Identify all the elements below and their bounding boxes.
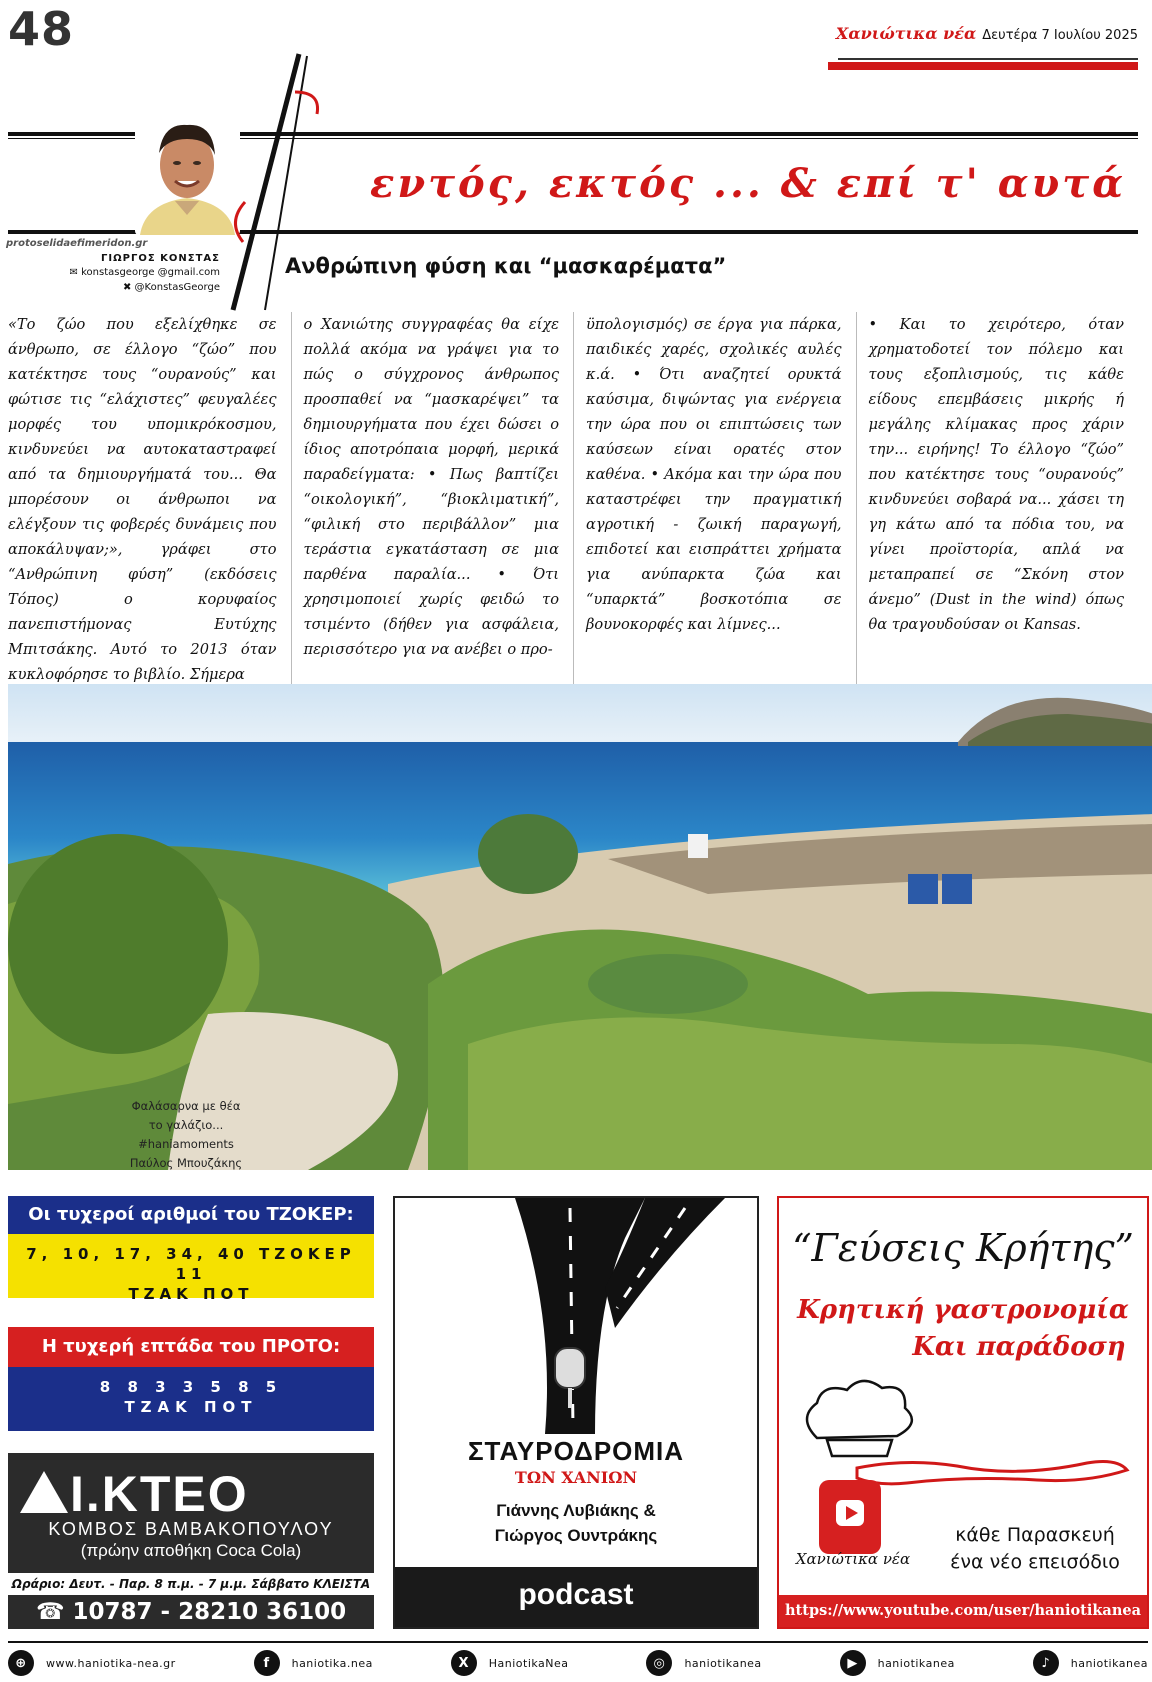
footer-facebook[interactable]	[254, 1650, 373, 1676]
footer-website[interactable]	[8, 1650, 176, 1676]
footer-youtube-text: haniotikanea	[877, 1656, 955, 1670]
footer-x[interactable]	[451, 1650, 569, 1676]
photo-caption	[100, 1097, 272, 1173]
footer-facebook-text: haniotika.nea	[291, 1656, 373, 1670]
site-credit: protoselidaefimeridon.gr	[6, 238, 148, 249]
podcast-subtitle: ΤΩΝ ΧΑΝΙΩΝ	[514, 1468, 638, 1487]
instagram-icon: ◎	[646, 1650, 672, 1676]
podcast-label: podcast	[395, 1567, 757, 1627]
facebook-icon: f	[254, 1650, 280, 1676]
article-column-1	[8, 312, 291, 687]
footer-instagram[interactable]	[646, 1650, 761, 1676]
footer-instagram-text: haniotikanea	[684, 1656, 762, 1670]
photo-caption-line: Παύλος Μπουζάκης	[129, 1156, 243, 1170]
podcast-host: Γιώργος Ουντράκης	[494, 1526, 658, 1545]
author-twitter-text: @KonstasGeorge	[134, 282, 220, 293]
triangle-icon	[20, 1471, 68, 1513]
header-red-bar	[828, 62, 1138, 70]
podcast-hosts	[395, 1498, 757, 1548]
kteo-subtitle-2: (πρώην αποθήκη Coca Cola)	[80, 1541, 302, 1560]
kteo-logo-text: Ι.ΚΤΕΟ	[70, 1466, 249, 1522]
tiktok-icon: ♪	[1033, 1650, 1059, 1676]
article-column-2	[291, 312, 574, 687]
masthead-brand: Χανιώτικα νέα	[835, 24, 977, 43]
x-icon: X	[451, 1650, 477, 1676]
page-number: 48	[8, 2, 75, 56]
youtube-icon: ▶	[840, 1650, 866, 1676]
footer-tiktok-text: haniotikanea	[1070, 1656, 1148, 1670]
geuseis-schedule	[925, 1522, 1145, 1576]
footer-x-text: HaniotikaNea	[488, 1656, 569, 1670]
article-text: • Και το χειρότερο, όταν χρηματοδοτεί τον πόλεμο και τους εξοπλισμούς, τις κάθε είδους επεμβάσεις μικρής ή μεγάλης κλίμακας προς χάριν την... ειρήνης! Το έλλογο “ζώο” που κατέκτησε τους “ουρανούς” κινδυνεύει σοβαρά να... χάσει τη γη κάτω από τα πόδια του, να γίνει προϊστορία, απλά να μεταπραπεί σε “Σκόνη στον άνεμο” (Dust in the wind) όπως θα τραγουδούσαν οι Kansas.	[868, 316, 1124, 633]
author-twitter	[40, 282, 220, 293]
geuseis-url[interactable]: https://www.youtube.com/user/haniotikanea	[779, 1595, 1147, 1627]
kteo-hours: Ωράριο: Δευτ. - Παρ. 8 π.μ. - 7 μ.μ. Σάββατο ΚΛΕΙΣΤΑ	[8, 1573, 374, 1595]
article-text: ο Χανιώτης συγγραφέας θα είχε πολλά ακόμα να γράψει για το πώς ο σύγχρονος άνθρωπος προσπαθεί να “μασκαρέψει” τα δημιουργήματα που έχει δώσει ο ίδιος αποτρόπαια μορφή, μερικά παραδείγματα: • Πως βαπτίζει “οικολογική”, “βιοκλιματική”, “φιλική στο περιβάλλον” μια τεράστια εγκατάσταση σε μια παρθένα παραλία... • Ότι χρησιμοποιεί χωρίς φειδώ το τσιμέντο (δήθεν για ασφάλεια, περισσότερο για να ανέβει ο προ-	[303, 316, 559, 658]
header-divider	[838, 58, 1138, 60]
proto-title: Η τυχερή επτάδα του ΠΡΟΤΟ:	[8, 1327, 374, 1367]
masthead	[836, 24, 1138, 43]
kteo-phone: ☎ 10787 - 28210 36100	[35, 1599, 347, 1625]
geuseis-schedule-line: ένα νέο επεισόδιο	[950, 1551, 1120, 1573]
article-text: «Το ζώο που εξελίχθηκε σε άνθρωπο, σε έλλογο “ζώο” που κατέκτησε τους “ουρανούς” και φώτισε τις “ελάχιστες” φευγαλέες μορφές του υπομικρόκοσμου, κινδυνεύει να αυτοκαταστραφεί από τα δημιουργήματά του... Θα μπορέσουν οι άνθρωποι να ελέγξουν τις φοβερές δυνάμεις που αποκάλυψαν;», γράφει στο “Ανθρώπινη φύση” (εκδόσεις Τόπος) ο κορυφαίος πανεπιστήμονας Ευτύχης Μπιτσάκης. Αυτό το 2013 όταν κυκλοφόρησε το βιβλίο. Σήμερα	[8, 316, 277, 683]
author-name: ΓΙΩΡΓΟΣ ΚΟΝΣΤΑΣ	[101, 253, 220, 264]
article-column-3	[573, 312, 856, 687]
kteo-ad	[8, 1453, 374, 1629]
road-icon	[395, 1198, 759, 1434]
kteo-subtitle: ΚΟΜΒΟΣ ΒΑΜΒΑΚΟΠΟΥΛΟΥ	[48, 1519, 334, 1539]
author-email-text: konstasgeorge @gmail.com	[81, 267, 220, 278]
youtube-icon	[819, 1480, 881, 1554]
joker-jackpot: ΤΖΑΚ ΠΟΤ	[128, 1285, 254, 1303]
photo-caption-line: το γαλάζιο...	[148, 1118, 224, 1132]
photo-caption-line: #haniamoments	[138, 1137, 234, 1151]
geuseis-subtitle-2: Και παράδοση	[912, 1332, 1126, 1362]
joker-title: Οι τυχεροί αριθμοί του ΤΖΟΚΕΡ:	[8, 1196, 374, 1234]
globe-icon: ⊕	[8, 1650, 34, 1676]
column-title: εντός, εκτός ... & επί τ' αυτά	[370, 160, 1126, 207]
joker-numbers-box	[8, 1234, 374, 1303]
geuseis-schedule-line: κάθε Παρασκευή	[955, 1524, 1115, 1546]
proto-numbers: 8 8 3 3 5 8 5	[99, 1378, 283, 1396]
kteo-logo	[20, 1465, 249, 1523]
masthead-date: Δευτέρα 7 Ιουλίου 2025	[982, 28, 1138, 43]
podcast-title: ΣΤΑΥΡΟΔΡΟΜΙΑ	[467, 1436, 685, 1466]
mail-icon: ✉	[69, 267, 82, 278]
article-column-4	[856, 312, 1139, 687]
footer	[8, 1648, 1148, 1678]
photo-caption-line: Φαλάσαρνα με θέα	[131, 1099, 241, 1113]
x-icon: ✖	[122, 282, 135, 293]
geuseis-subtitle-1: Κρητική γαστρονομία	[797, 1295, 1129, 1325]
geuseis-brand: Χανιώτικα νέα	[795, 1550, 911, 1568]
joker-numbers: 7, 10, 17, 34, 40 ΤΖΟΚΕΡ 11	[26, 1245, 356, 1283]
lotto-results	[8, 1196, 374, 1431]
footer-tiktok[interactable]	[1033, 1650, 1148, 1676]
proto-jackpot: ΤΖΑΚ ΠΟΤ	[124, 1398, 258, 1416]
article-headline: Ανθρώπινη φύση και “μασκαρέματα”	[285, 254, 727, 278]
podcast-host: Γιάννης Λυβιάκης &	[496, 1501, 656, 1520]
geuseis-title: “Γεύσεις Κρήτης”	[792, 1226, 1134, 1270]
author-email	[40, 267, 220, 278]
footer-website-text: www.haniotika-nea.gr	[46, 1656, 176, 1670]
geuseis-kritis-ad	[777, 1196, 1149, 1629]
article-body	[8, 312, 1138, 687]
footer-youtube[interactable]	[840, 1650, 955, 1676]
podcast-ad	[393, 1196, 759, 1629]
footer-divider	[8, 1641, 1148, 1643]
article-text: ϋπολογισμός) σε έργα για πάρκα, παιδικές χαρές, σχολικές αυλές κ.ά. • Ότι αναζητεί ορυκτά καύσιμα, διψώντας για ενέργεια την ώρα που οι επιπτώσεις των καύσεων είναι ορατές στον καθένα. • Ακόμα και την ώρα που καταστρέφει την πραγματική αγροτική - ζωική παραγωγή, επιδοτεί και εισπράττει χρήματα για ανύπαρκτα ζώα και “υπαρκτά” βοσκοτόπια σε βουνοκορφές και λίμνες...	[586, 316, 842, 633]
proto-numbers-box	[8, 1367, 374, 1431]
